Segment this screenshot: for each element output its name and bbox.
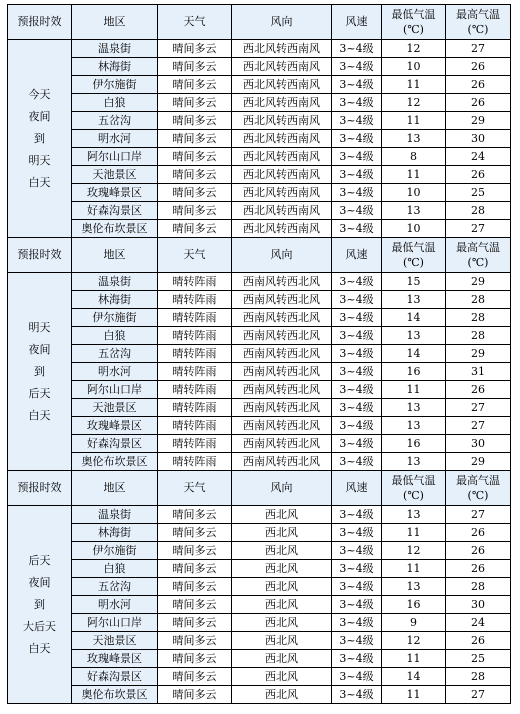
weather-cell: 晴转阵雨 bbox=[158, 291, 232, 309]
header-max-temp-label: 最高气温 bbox=[456, 8, 500, 21]
max-temp-cell: 30 bbox=[446, 596, 511, 614]
max-temp-cell: 26 bbox=[446, 632, 511, 650]
header-min-temp bbox=[382, 5, 446, 40]
region-cell: 奥伦布坎景区 bbox=[72, 686, 158, 704]
header-max-temp-unit: (℃) bbox=[467, 256, 489, 269]
region-cell: 天池景区 bbox=[72, 632, 158, 650]
min-temp-cell: 11 bbox=[382, 166, 446, 184]
max-temp-cell: 24 bbox=[446, 614, 511, 632]
weather-cell: 晴转阵雨 bbox=[158, 453, 232, 471]
header-min-temp-unit: (℃) bbox=[403, 489, 424, 502]
weather-cell: 晴转阵雨 bbox=[158, 399, 232, 417]
period-line: 今天 bbox=[28, 87, 51, 101]
min-temp-cell: 13 bbox=[382, 506, 446, 524]
table-row bbox=[8, 453, 511, 471]
header-max-temp-unit: (℃) bbox=[467, 489, 489, 502]
weather-cell: 晴间多云 bbox=[158, 596, 232, 614]
wind-speed-cell: 3~4级 bbox=[332, 417, 382, 435]
wind-speed-cell: 3~4级 bbox=[332, 58, 382, 76]
forecast-table-body bbox=[8, 5, 511, 704]
wind-speed-cell: 3~4级 bbox=[332, 309, 382, 327]
table-row bbox=[8, 130, 511, 148]
weather-cell: 晴转阵雨 bbox=[158, 363, 232, 381]
region-cell: 五岔沟 bbox=[72, 112, 158, 130]
period-line: 明天 bbox=[28, 153, 51, 167]
wind-speed-cell: 3~4级 bbox=[332, 381, 382, 399]
wind-direction-cell: 西南风转西北风 bbox=[232, 453, 332, 471]
region-cell: 明水河 bbox=[72, 130, 158, 148]
wind-direction-cell: 西南风转西北风 bbox=[232, 291, 332, 309]
min-temp-cell: 10 bbox=[382, 220, 446, 238]
max-temp-cell: 25 bbox=[446, 184, 511, 202]
max-temp-cell: 26 bbox=[446, 166, 511, 184]
header-min-temp-label: 最低气温 bbox=[391, 474, 436, 487]
table-row bbox=[8, 417, 511, 435]
wind-direction-cell: 西北风 bbox=[232, 596, 332, 614]
region-cell: 天池景区 bbox=[72, 166, 158, 184]
wind-direction-cell: 西北风转西南风 bbox=[232, 58, 332, 76]
region-cell: 白狼 bbox=[72, 560, 158, 578]
table-row bbox=[8, 202, 511, 220]
region-cell: 玫瑰峰景区 bbox=[72, 184, 158, 202]
max-temp-cell: 26 bbox=[446, 94, 511, 112]
period-line: 后天 bbox=[28, 553, 51, 567]
header-weather: 天气 bbox=[158, 238, 232, 273]
period-line: 夜间 bbox=[28, 575, 51, 589]
wind-speed-cell: 3~4级 bbox=[332, 542, 382, 560]
wind-speed-cell: 3~4级 bbox=[332, 650, 382, 668]
header-min-temp bbox=[382, 238, 446, 273]
header-max-temp-label: 最高气温 bbox=[456, 241, 500, 254]
region-cell: 温泉街 bbox=[72, 273, 158, 291]
region-cell: 明水河 bbox=[72, 363, 158, 381]
header-max-temp bbox=[446, 471, 511, 506]
table-row bbox=[8, 148, 511, 166]
region-cell: 温泉街 bbox=[72, 40, 158, 58]
min-temp-cell: 13 bbox=[382, 453, 446, 471]
table-row bbox=[8, 291, 511, 309]
wind-direction-cell: 西北风 bbox=[232, 650, 332, 668]
table-row bbox=[8, 184, 511, 202]
header-row bbox=[8, 471, 511, 506]
header-wind-speed: 风速 bbox=[332, 5, 382, 40]
weather-cell: 晴间多云 bbox=[158, 202, 232, 220]
wind-direction-cell: 西南风转西北风 bbox=[232, 309, 332, 327]
min-temp-cell: 13 bbox=[382, 202, 446, 220]
table-row bbox=[8, 327, 511, 345]
wind-direction-cell: 西北风 bbox=[232, 524, 332, 542]
max-temp-cell: 25 bbox=[446, 650, 511, 668]
period-line: 后天 bbox=[28, 386, 51, 400]
period-line: 到 bbox=[34, 364, 45, 378]
header-max-temp-label: 最高气温 bbox=[456, 474, 500, 487]
wind-speed-cell: 3~4级 bbox=[332, 453, 382, 471]
period-line: 大后天 bbox=[23, 619, 56, 633]
min-temp-cell: 12 bbox=[382, 542, 446, 560]
wind-direction-cell: 西北风转西南风 bbox=[232, 166, 332, 184]
max-temp-cell: 26 bbox=[446, 58, 511, 76]
header-min-temp bbox=[382, 471, 446, 506]
max-temp-cell: 28 bbox=[446, 291, 511, 309]
region-cell: 五岔沟 bbox=[72, 345, 158, 363]
wind-direction-cell: 西北风 bbox=[232, 506, 332, 524]
header-min-temp-label: 最低气温 bbox=[391, 8, 436, 21]
region-cell: 林海街 bbox=[72, 291, 158, 309]
wind-speed-cell: 3~4级 bbox=[332, 273, 382, 291]
table-row bbox=[8, 560, 511, 578]
weather-cell: 晴间多云 bbox=[158, 184, 232, 202]
table-row bbox=[8, 363, 511, 381]
min-temp-cell: 11 bbox=[382, 650, 446, 668]
table-row bbox=[8, 112, 511, 130]
wind-direction-cell: 西南风转西北风 bbox=[232, 435, 332, 453]
weather-cell: 晴间多云 bbox=[158, 112, 232, 130]
wind-speed-cell: 3~4级 bbox=[332, 148, 382, 166]
table-row bbox=[8, 40, 511, 58]
wind-direction-cell: 西北风转西南风 bbox=[232, 148, 332, 166]
weather-cell: 晴转阵雨 bbox=[158, 273, 232, 291]
max-temp-cell: 26 bbox=[446, 76, 511, 94]
header-period: 预报时效 bbox=[8, 471, 72, 506]
header-weather: 天气 bbox=[158, 471, 232, 506]
weather-cell: 晴间多云 bbox=[158, 542, 232, 560]
weather-cell: 晴间多云 bbox=[158, 40, 232, 58]
table-row bbox=[8, 542, 511, 560]
header-wind-direction: 风向 bbox=[232, 5, 332, 40]
weather-cell: 晴间多云 bbox=[158, 220, 232, 238]
min-temp-cell: 10 bbox=[382, 184, 446, 202]
wind-direction-cell: 西北风 bbox=[232, 632, 332, 650]
max-temp-cell: 28 bbox=[446, 578, 511, 596]
table-row bbox=[8, 399, 511, 417]
header-wind-direction: 风向 bbox=[232, 471, 332, 506]
min-temp-cell: 11 bbox=[382, 560, 446, 578]
table-row bbox=[8, 435, 511, 453]
weather-cell: 晴间多云 bbox=[158, 166, 232, 184]
wind-direction-cell: 西北风 bbox=[232, 668, 332, 686]
max-temp-cell: 29 bbox=[446, 453, 511, 471]
min-temp-cell: 12 bbox=[382, 94, 446, 112]
region-cell: 天池景区 bbox=[72, 399, 158, 417]
wind-direction-cell: 西北风转西南风 bbox=[232, 76, 332, 94]
region-cell: 阿尔山口岸 bbox=[72, 614, 158, 632]
table-row bbox=[8, 166, 511, 184]
header-min-temp-unit: (℃) bbox=[403, 23, 424, 36]
wind-speed-cell: 3~4级 bbox=[332, 668, 382, 686]
min-temp-cell: 11 bbox=[382, 76, 446, 94]
wind-speed-cell: 3~4级 bbox=[332, 560, 382, 578]
header-min-temp-unit: (℃) bbox=[403, 256, 424, 269]
table-row bbox=[8, 614, 511, 632]
min-temp-cell: 13 bbox=[382, 417, 446, 435]
region-cell: 阿尔山口岸 bbox=[72, 381, 158, 399]
table-row bbox=[8, 76, 511, 94]
table-row bbox=[8, 596, 511, 614]
wind-speed-cell: 3~4级 bbox=[332, 435, 382, 453]
period-line: 到 bbox=[34, 597, 45, 611]
table-row bbox=[8, 381, 511, 399]
wind-direction-cell: 西北风转西南风 bbox=[232, 40, 332, 58]
region-cell: 好森沟景区 bbox=[72, 668, 158, 686]
min-temp-cell: 9 bbox=[382, 614, 446, 632]
weather-cell: 晴间多云 bbox=[158, 130, 232, 148]
min-temp-cell: 11 bbox=[382, 381, 446, 399]
weather-cell: 晴间多云 bbox=[158, 94, 232, 112]
weather-cell: 晴转阵雨 bbox=[158, 327, 232, 345]
wind-speed-cell: 3~4级 bbox=[332, 686, 382, 704]
wind-speed-cell: 3~4级 bbox=[332, 632, 382, 650]
table-row bbox=[8, 650, 511, 668]
wind-speed-cell: 3~4级 bbox=[332, 614, 382, 632]
header-wind-direction: 风向 bbox=[232, 238, 332, 273]
max-temp-cell: 28 bbox=[446, 668, 511, 686]
max-temp-cell: 26 bbox=[446, 381, 511, 399]
max-temp-cell: 27 bbox=[446, 417, 511, 435]
table-row bbox=[8, 578, 511, 596]
weather-cell: 晴转阵雨 bbox=[158, 309, 232, 327]
period-cell bbox=[8, 40, 72, 238]
max-temp-cell: 27 bbox=[446, 40, 511, 58]
min-temp-cell: 13 bbox=[382, 578, 446, 596]
min-temp-cell: 14 bbox=[382, 668, 446, 686]
max-temp-cell: 31 bbox=[446, 363, 511, 381]
region-cell: 五岔沟 bbox=[72, 578, 158, 596]
wind-speed-cell: 3~4级 bbox=[332, 130, 382, 148]
region-cell: 奥伦布坎景区 bbox=[72, 220, 158, 238]
region-cell: 阿尔山口岸 bbox=[72, 148, 158, 166]
wind-speed-cell: 3~4级 bbox=[332, 112, 382, 130]
period-cell bbox=[8, 506, 72, 704]
wind-direction-cell: 西南风转西北风 bbox=[232, 345, 332, 363]
wind-speed-cell: 3~4级 bbox=[332, 399, 382, 417]
weather-cell: 晴间多云 bbox=[158, 148, 232, 166]
wind-speed-cell: 3~4级 bbox=[332, 345, 382, 363]
table-row bbox=[8, 524, 511, 542]
header-wind-speed: 风速 bbox=[332, 238, 382, 273]
table-row bbox=[8, 506, 511, 524]
wind-speed-cell: 3~4级 bbox=[332, 94, 382, 112]
wind-direction-cell: 西北风转西南风 bbox=[232, 220, 332, 238]
period-line: 白天 bbox=[28, 175, 51, 189]
header-max-temp bbox=[446, 5, 511, 40]
region-cell: 白狼 bbox=[72, 327, 158, 345]
header-region: 地区 bbox=[72, 238, 158, 273]
weather-cell: 晴间多云 bbox=[158, 650, 232, 668]
period-line: 白天 bbox=[28, 408, 51, 422]
table-row bbox=[8, 58, 511, 76]
wind-speed-cell: 3~4级 bbox=[332, 524, 382, 542]
region-cell: 林海街 bbox=[72, 524, 158, 542]
weather-cell: 晴转阵雨 bbox=[158, 345, 232, 363]
header-region: 地区 bbox=[72, 5, 158, 40]
min-temp-cell: 13 bbox=[382, 291, 446, 309]
period-line: 夜间 bbox=[28, 109, 51, 123]
wind-speed-cell: 3~4级 bbox=[332, 166, 382, 184]
region-cell: 玫瑰峰景区 bbox=[72, 650, 158, 668]
min-temp-cell: 14 bbox=[382, 345, 446, 363]
period-line: 白天 bbox=[28, 641, 51, 655]
min-temp-cell: 13 bbox=[382, 327, 446, 345]
wind-speed-cell: 3~4级 bbox=[332, 327, 382, 345]
min-temp-cell: 8 bbox=[382, 148, 446, 166]
weather-cell: 晴间多云 bbox=[158, 632, 232, 650]
period-line: 到 bbox=[34, 131, 45, 145]
weather-cell: 晴间多云 bbox=[158, 578, 232, 596]
max-temp-cell: 29 bbox=[446, 273, 511, 291]
min-temp-cell: 13 bbox=[382, 399, 446, 417]
max-temp-cell: 29 bbox=[446, 345, 511, 363]
weather-cell: 晴间多云 bbox=[158, 614, 232, 632]
region-cell: 伊尔施街 bbox=[72, 542, 158, 560]
min-temp-cell: 16 bbox=[382, 435, 446, 453]
region-cell: 温泉街 bbox=[72, 506, 158, 524]
region-cell: 好森沟景区 bbox=[72, 202, 158, 220]
header-region: 地区 bbox=[72, 471, 158, 506]
header-period: 预报时效 bbox=[8, 238, 72, 273]
wind-speed-cell: 3~4级 bbox=[332, 578, 382, 596]
wind-direction-cell: 西南风转西北风 bbox=[232, 381, 332, 399]
table-row bbox=[8, 273, 511, 291]
region-cell: 林海街 bbox=[72, 58, 158, 76]
min-temp-cell: 15 bbox=[382, 273, 446, 291]
min-temp-cell: 12 bbox=[382, 632, 446, 650]
weather-cell: 晴间多云 bbox=[158, 668, 232, 686]
weather-cell: 晴间多云 bbox=[158, 506, 232, 524]
region-cell: 伊尔施街 bbox=[72, 309, 158, 327]
region-cell: 白狼 bbox=[72, 94, 158, 112]
header-row bbox=[8, 5, 511, 40]
period-line: 夜间 bbox=[28, 342, 51, 356]
max-temp-cell: 26 bbox=[446, 524, 511, 542]
max-temp-cell: 27 bbox=[446, 220, 511, 238]
min-temp-cell: 11 bbox=[382, 524, 446, 542]
max-temp-cell: 30 bbox=[446, 130, 511, 148]
table-row bbox=[8, 220, 511, 238]
wind-direction-cell: 西北风 bbox=[232, 578, 332, 596]
min-temp-cell: 13 bbox=[382, 130, 446, 148]
period-line: 明天 bbox=[28, 320, 51, 334]
wind-direction-cell: 西北风 bbox=[232, 542, 332, 560]
min-temp-cell: 11 bbox=[382, 112, 446, 130]
min-temp-cell: 12 bbox=[382, 40, 446, 58]
header-max-temp-unit: (℃) bbox=[467, 23, 489, 36]
min-temp-cell: 16 bbox=[382, 363, 446, 381]
weather-cell: 晴转阵雨 bbox=[158, 435, 232, 453]
region-cell: 玫瑰峰景区 bbox=[72, 417, 158, 435]
period-cell bbox=[8, 273, 72, 471]
table-row bbox=[8, 632, 511, 650]
min-temp-cell: 16 bbox=[382, 596, 446, 614]
max-temp-cell: 26 bbox=[446, 542, 511, 560]
weather-cell: 晴间多云 bbox=[158, 76, 232, 94]
wind-speed-cell: 3~4级 bbox=[332, 76, 382, 94]
wind-direction-cell: 西北风转西南风 bbox=[232, 184, 332, 202]
wind-direction-cell: 西北风转西南风 bbox=[232, 202, 332, 220]
header-period: 预报时效 bbox=[8, 5, 72, 40]
max-temp-cell: 28 bbox=[446, 309, 511, 327]
region-cell: 明水河 bbox=[72, 596, 158, 614]
max-temp-cell: 29 bbox=[446, 112, 511, 130]
header-wind-speed: 风速 bbox=[332, 471, 382, 506]
wind-speed-cell: 3~4级 bbox=[332, 220, 382, 238]
wind-direction-cell: 西北风 bbox=[232, 560, 332, 578]
wind-speed-cell: 3~4级 bbox=[332, 202, 382, 220]
header-weather: 天气 bbox=[158, 5, 232, 40]
min-temp-cell: 11 bbox=[382, 686, 446, 704]
wind-direction-cell: 西南风转西北风 bbox=[232, 363, 332, 381]
wind-direction-cell: 西南风转西北风 bbox=[232, 273, 332, 291]
weather-cell: 晴转阵雨 bbox=[158, 381, 232, 399]
max-temp-cell: 28 bbox=[446, 202, 511, 220]
weather-cell: 晴间多云 bbox=[158, 524, 232, 542]
max-temp-cell: 24 bbox=[446, 148, 511, 166]
wind-direction-cell: 西北风 bbox=[232, 614, 332, 632]
wind-direction-cell: 西南风转西北风 bbox=[232, 327, 332, 345]
table-row bbox=[8, 309, 511, 327]
weather-cell: 晴间多云 bbox=[158, 686, 232, 704]
region-cell: 伊尔施街 bbox=[72, 76, 158, 94]
header-min-temp-label: 最低气温 bbox=[391, 241, 436, 254]
wind-direction-cell: 西北风 bbox=[232, 686, 332, 704]
wind-speed-cell: 3~4级 bbox=[332, 40, 382, 58]
forecast-table bbox=[7, 4, 511, 704]
wind-speed-cell: 3~4级 bbox=[332, 596, 382, 614]
wind-direction-cell: 西北风转西南风 bbox=[232, 94, 332, 112]
max-temp-cell: 26 bbox=[446, 560, 511, 578]
weather-cell: 晴间多云 bbox=[158, 58, 232, 76]
header-max-temp bbox=[446, 238, 511, 273]
weather-cell: 晴转阵雨 bbox=[158, 417, 232, 435]
wind-speed-cell: 3~4级 bbox=[332, 291, 382, 309]
max-temp-cell: 27 bbox=[446, 686, 511, 704]
wind-speed-cell: 3~4级 bbox=[332, 184, 382, 202]
header-row bbox=[8, 238, 511, 273]
region-cell: 奥伦布坎景区 bbox=[72, 453, 158, 471]
min-temp-cell: 14 bbox=[382, 309, 446, 327]
forecast-table-wrapper bbox=[7, 4, 511, 704]
table-row bbox=[8, 94, 511, 112]
wind-direction-cell: 西南风转西北风 bbox=[232, 399, 332, 417]
weather-cell: 晴间多云 bbox=[158, 560, 232, 578]
wind-direction-cell: 西北风转西南风 bbox=[232, 112, 332, 130]
wind-speed-cell: 3~4级 bbox=[332, 363, 382, 381]
max-temp-cell: 27 bbox=[446, 506, 511, 524]
region-cell: 好森沟景区 bbox=[72, 435, 158, 453]
min-temp-cell: 10 bbox=[382, 58, 446, 76]
wind-direction-cell: 西北风转西南风 bbox=[232, 130, 332, 148]
max-temp-cell: 27 bbox=[446, 399, 511, 417]
wind-speed-cell: 3~4级 bbox=[332, 506, 382, 524]
table-row bbox=[8, 345, 511, 363]
max-temp-cell: 30 bbox=[446, 435, 511, 453]
wind-direction-cell: 西南风转西北风 bbox=[232, 417, 332, 435]
table-row bbox=[8, 686, 511, 704]
table-row bbox=[8, 668, 511, 686]
max-temp-cell: 28 bbox=[446, 327, 511, 345]
